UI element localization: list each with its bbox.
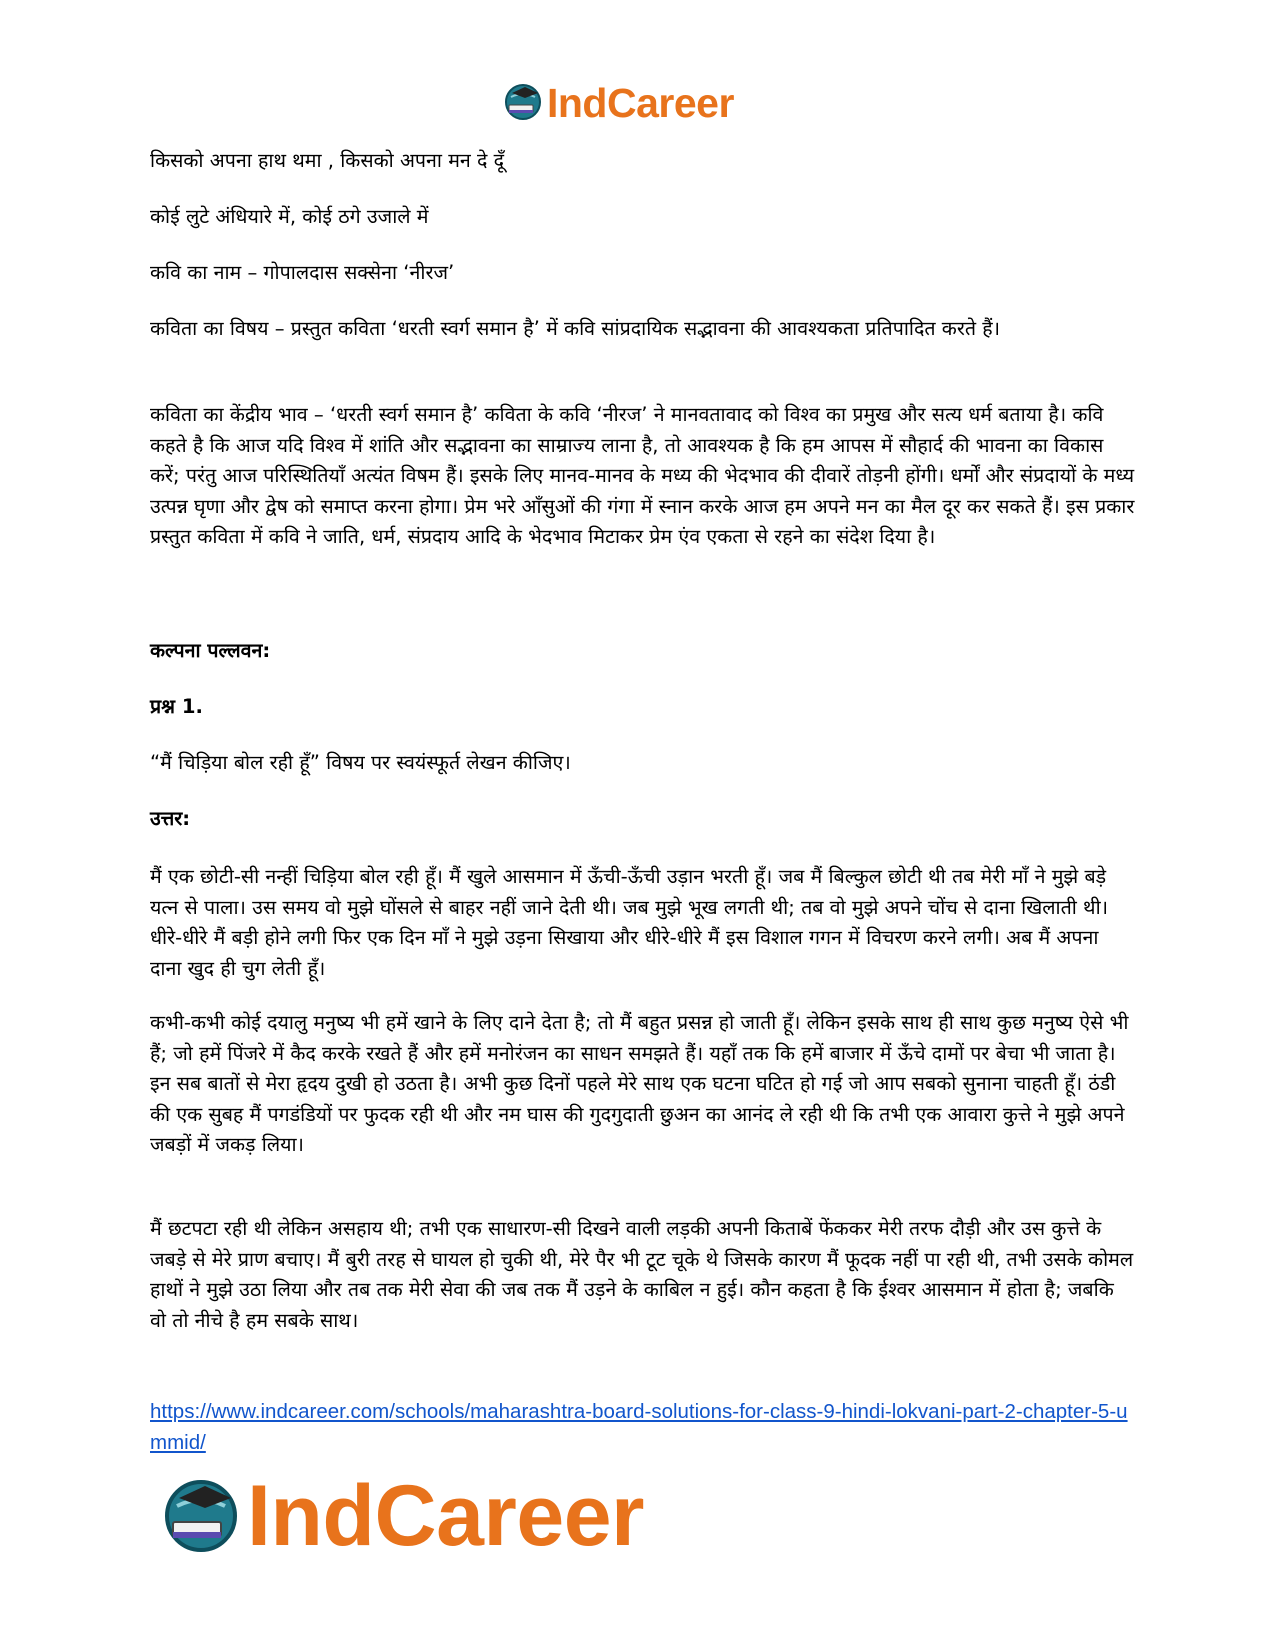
- question-label: प्रश्न 1.: [150, 695, 203, 718]
- central-idea: कविता का केंद्रीय भाव – ‘धरती स्वर्ग समान है’ कविता के कवि ‘नीरज’ ने मानवतावाद को विश्व का प्रमुख और सत्य धर्म बताया है। कवि कहते है कि आज यदि विश्व में शांति और सद्भावना का साम्राज्य लाना है, तो आवश्यक है कि हम आपस में सौहार्द की भावना का विकास करें; परंतु आज परिस्थितियाँ अत्यंत विषम हैं। इसके लिए मानव-मानव के मध्य की भेदभाव की दीवारें तोड़नी होंगी। धर्मों और संप्रदायों के मध्य उत्पन्न घृणा और द्वेष को समाप्त करना होगा। प्रेम भरे आँसुओं की गंगा में स्नान करके आज हम अपने मन का मैल दूर कर सकते हैं। इस प्रकार प्रस्तुत कविता में कवि ने जाति, धर्म, संप्रदाय आदि के भेदभाव मिटाकर प्रेम एंव एकता से रहने का संदेश दिया है।: [150, 403, 1135, 548]
- answer-paragraph-2: कभी-कभी कोई दयालु मनुष्य भी हमें खाने के लिए दाने देता है; तो मैं बहुत प्रसन्न हो जाती हूँ। लेकिन इसके साथ ही साथ कुछ मनुष्य ऐसे भी हैं; जो हमें पिंजरे में कैद करके रखते हैं और हमें मनोरंजन का साधन समझते हैं। यहाँ तक कि हमें बाजार में ऊँचे दामों पर बेचा भी जाता है। इन सब बातों से मेरा हृदय दुखी हो उठता है। अभी कुछ दिनों पहले मेरे साथ एक घटना घटित हो गई जो आप सबको सुनाना चाहती हूँ। ठंडी की एक सुबह मैं पगडंडियों पर फुदक रही थी और नम घास की गुदगुदाती छुअन का आनंद ले रही थी कि तभी एक आवारा कुत्ते ने मुझे अपने जबड़ों में जकड़ लिया।: [150, 1011, 1129, 1156]
- poem-line-2: कोई लुटे अंधियारे में, कोई ठगे उजाले में: [150, 205, 429, 228]
- poem-line-1: किसको अपना हाथ थमा , किसको अपना मन दे दूँ: [150, 149, 505, 172]
- answer-paragraph-1: मैं एक छोटी-सी नन्हीं चिड़िया बोल रही हूँ। मैं खुले आसमान में ऊँची-ऊँची उड़ान भरती हूँ। जब मैं बिल्कुल छोटी थी तब मेरी माँ ने मुझे बड़े यत्न से पाला। उस समय वो मुझे घोंसले से बाहर नहीं जाने देती थी। जब मुझे भूख लगती थी; तब वो मुझे अपने चोंच से दाना खिलाती थी। धीरे-धीरे मैं बड़ी होने लगी फिर एक दिन माँ ने मुझे उड़ना सिखाया और धीरे-धीरे मैं इस विशाल गगन में विचरण करने लगी। अब मैं अपना दाना खुद ही चुग लेती हूँ।: [150, 865, 1109, 980]
- footer-logo-text: IndCareer: [247, 1468, 644, 1564]
- answer-paragraph-3: मैं छटपटा रही थी लेकिन असहाय थी; तभी एक साधारण-सी दिखने वाली लड़की अपनी किताबें फेंककर मेरी तरफ दौड़ी और उस कुत्ते के जबड़े से मेरे प्राण बचाए। मैं बुरी तरह से घायल हो चुकी थी, मेरे पैर भी टूट चूके थे जिसके कारण मैं फूदक नहीं पा रही थी, तभी उसके कोमल हाथों ने मुझे उठा लिया और तब तक मेरी सेवा की जब तक मैं उड़ने के काबिल न हुई। कौन कहता है कि ईश्वर आसमान में होता है; जबकि वो तो नीचे है हम सबके साथ।: [150, 1217, 1134, 1332]
- indcareer-emblem-icon: [503, 81, 543, 125]
- section-heading: कल्पना पल्लवन:: [150, 639, 271, 662]
- source-link[interactable]: https://www.indcareer.com/schools/maharashtra-board-solutions-for-class-9-hindi-lokvani-part-2-chapter-5-ummid/: [150, 1400, 1128, 1454]
- answer-label: उत्तर:: [150, 807, 191, 830]
- question-text: “मैं चिड़िया बोल रही हूँ” विषय पर स्वयंस्फूर्त लेखन कीजिए।: [150, 751, 571, 774]
- poet-name: कवि का नाम – गोपालदास सक्सेना ‘नीरज’: [150, 261, 455, 284]
- indcareer-emblem-icon: [161, 1474, 241, 1558]
- footer-logo: [161, 1468, 644, 1564]
- poem-subject: कविता का विषय – प्रस्तुत कविता ‘धरती स्वर्ग समान है’ में कवि सांप्रदायिक सद्भावना की आवश्यकता प्रतिपादित करते हैं।: [150, 317, 1001, 340]
- header-logo: [503, 80, 734, 126]
- header-logo-text: IndCareer: [547, 80, 734, 126]
